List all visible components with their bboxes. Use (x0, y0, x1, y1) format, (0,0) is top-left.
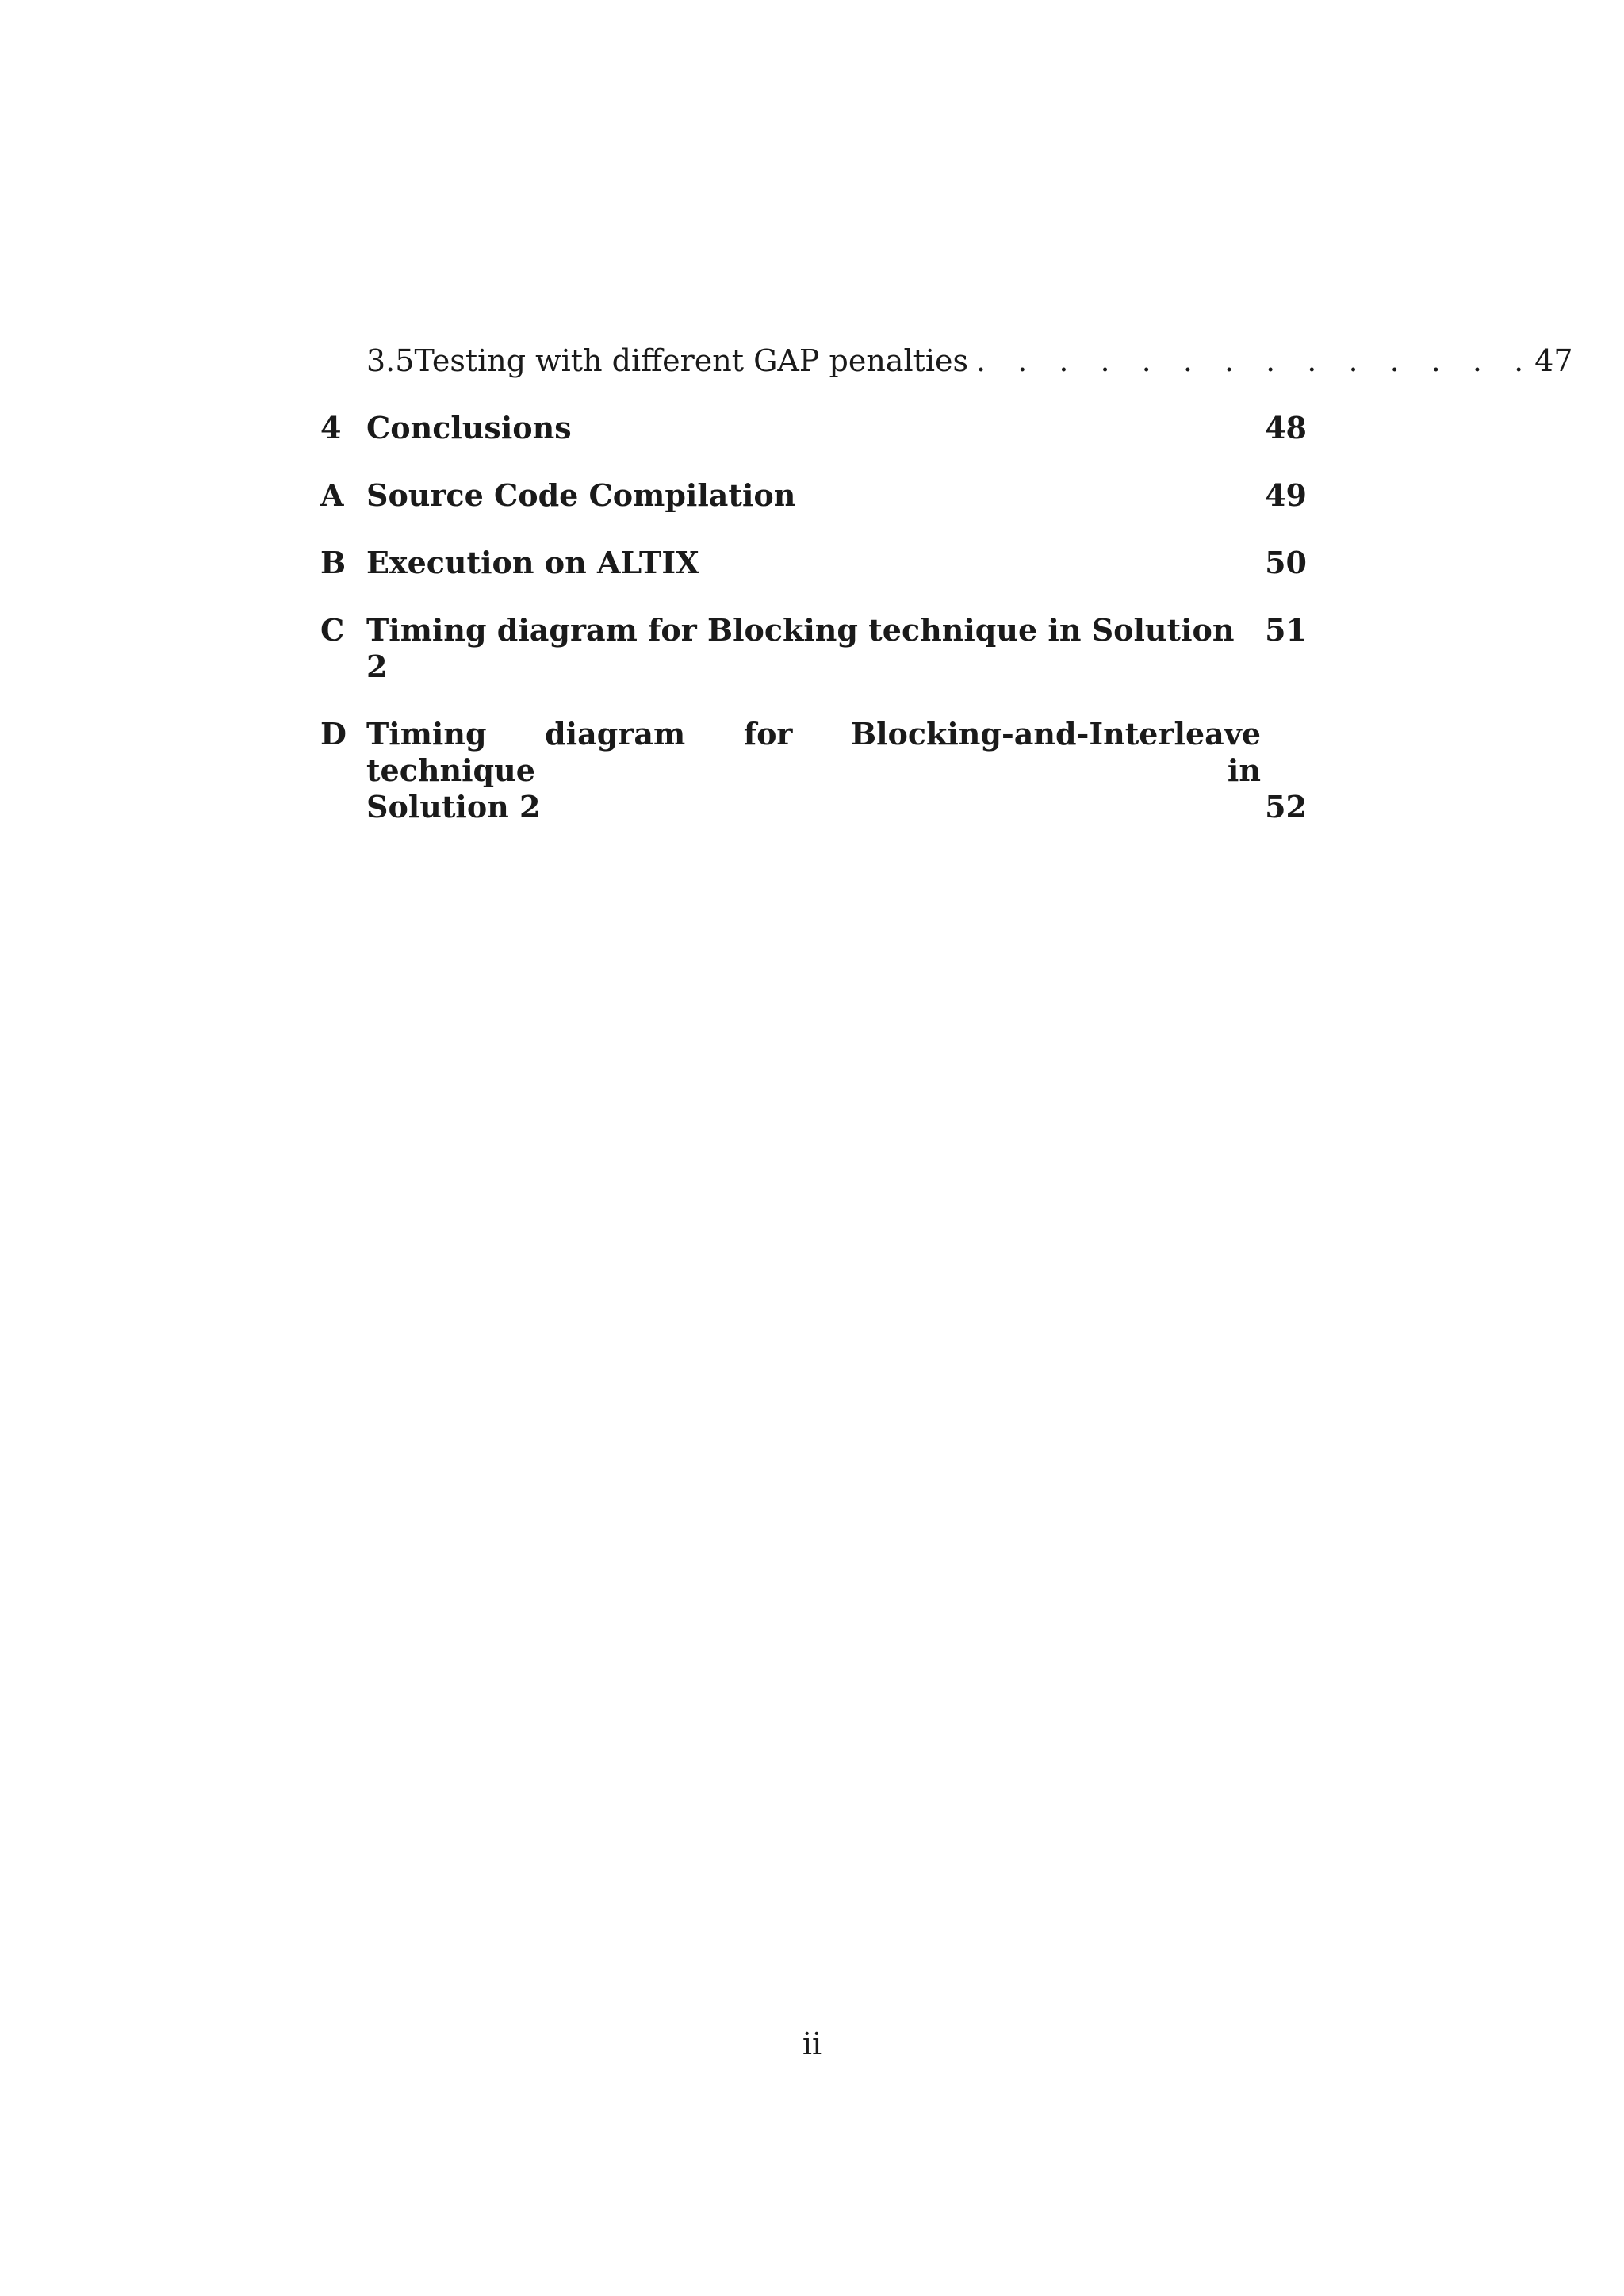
chapter-page-number: 49 (1265, 477, 1307, 513)
table-of-contents (320, 342, 1573, 825)
toc-chapter-4[interactable] (320, 410, 1307, 446)
chapter-label: A (320, 477, 344, 513)
chapter-title-line-2-row (366, 789, 1307, 825)
chapter-title: Source Code Compilation (366, 477, 796, 513)
toc-section-3-5[interactable] (320, 342, 1573, 379)
chapter-title: Execution on ALTIX (366, 545, 699, 580)
dot-leader: . . . . . . . . . . . . . . (976, 343, 1535, 378)
chapter-title-line-2: Solution 2 (366, 789, 541, 825)
chapter-label: B (320, 545, 347, 580)
chapter-page-number: 52 (1265, 789, 1307, 825)
toc-appendix-b[interactable] (320, 545, 1307, 581)
section-title: Testing with different GAP penalties (414, 343, 969, 378)
toc-appendix-d[interactable] (320, 716, 1307, 825)
chapter-page-number: 50 (1265, 545, 1307, 580)
toc-appendix-a[interactable] (320, 477, 1307, 514)
chapter-title: Timing diagram for Blocking technique in Solution 2 (366, 612, 1235, 684)
section-page-number: 47 (1534, 343, 1573, 378)
toc-appendix-c[interactable] (320, 612, 1307, 685)
page-number-footer: ii (802, 2026, 822, 2061)
chapter-title-line-1: Timing diagram for Blocking-and-Interleave technique in (366, 716, 1261, 788)
chapter-title: Conclusions (366, 410, 572, 446)
chapter-label: 4 (320, 410, 342, 446)
section-number: 3.5 (366, 343, 415, 378)
chapter-page-number: 51 (1265, 612, 1307, 648)
chapter-label: D (320, 716, 347, 752)
chapter-label: C (320, 612, 345, 648)
chapter-page-number: 48 (1265, 410, 1307, 446)
chapter-title-block (366, 716, 1307, 825)
